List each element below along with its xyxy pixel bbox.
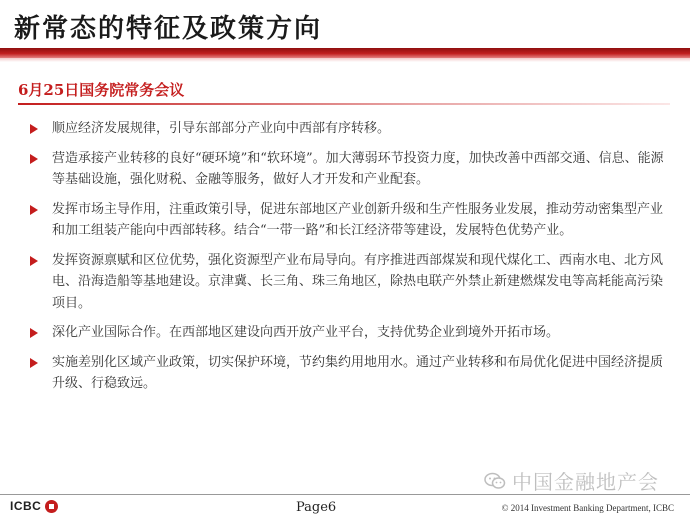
subtitle-divider [18, 103, 670, 105]
icbc-emblem-icon [45, 500, 58, 513]
arrow-bullet-icon [30, 205, 38, 215]
arrow-bullet-icon [30, 358, 38, 368]
bullet-item [24, 148, 664, 191]
copyright-notice: © 2014 Investment Banking Department, ICBC [501, 503, 674, 513]
page-number: Page6 [296, 500, 337, 515]
bullet-item [24, 250, 664, 315]
bullet-text: 顺应经济发展规律，引导东部部分产业向中西部有序转移。 [52, 121, 391, 136]
wechat-watermark [484, 466, 659, 495]
bullet-item [24, 322, 664, 344]
icbc-logo [10, 499, 58, 513]
bullet-text: 实施差别化区域产业政策，切实保护环境，节约集约用地用水。通过产业转移和布局优化促进中国经济提质升级、行稳致远。 [52, 354, 664, 391]
bullet-text: 发挥市场主导作用，注重政策引导，促进东部地区产业创新升级和生产性服务业发展，推动劳动密集型产业和加工组装产能向中西部转移。结合“一带一路”和长江经济带等建设，发展特色优势产业。 [52, 201, 664, 238]
arrow-bullet-icon [30, 154, 38, 164]
arrow-bullet-icon [30, 124, 38, 134]
bullet-item [24, 118, 664, 140]
arrow-bullet-icon [30, 328, 38, 338]
bullet-item [24, 352, 664, 395]
bullet-list [24, 118, 664, 395]
bullet-text: 营造承接产业转移的良好“硬环境”和“软环境”。加大薄弱环节投资力度，加快改善中西部交通、信息、能源等基础设施，强化财税、金融等服务，做好人才开发和产业配套。 [52, 150, 664, 187]
logo-text: ICBC [10, 499, 42, 513]
arrow-bullet-icon [30, 256, 38, 266]
wechat-icon [484, 472, 506, 490]
title-divider [0, 48, 690, 58]
bullet-text: 发挥资源禀赋和区位优势，强化资源型产业布局导向。有序推进西部煤炭和现代煤化工、西南水电、北方风电、沿海造船等基地建设。京津冀、长三角、珠三角地区，除热电联产外禁止新建燃煤发电等高耗能高污染项目。 [52, 252, 664, 311]
watermark-text: 中国金融地产会 [512, 470, 659, 494]
bullet-text: 深化产业国际合作。在西部地区建设向西开放产业平台，支持优势企业到境外开拓市场。 [52, 325, 560, 340]
footer-divider [0, 494, 690, 495]
bullet-item [24, 199, 664, 242]
slide-title: 新常态的特征及政策方向 [14, 14, 323, 44]
section-subtitle: 6月25日国务院常务会议 [18, 81, 185, 99]
title-divider-shadow [0, 58, 690, 62]
